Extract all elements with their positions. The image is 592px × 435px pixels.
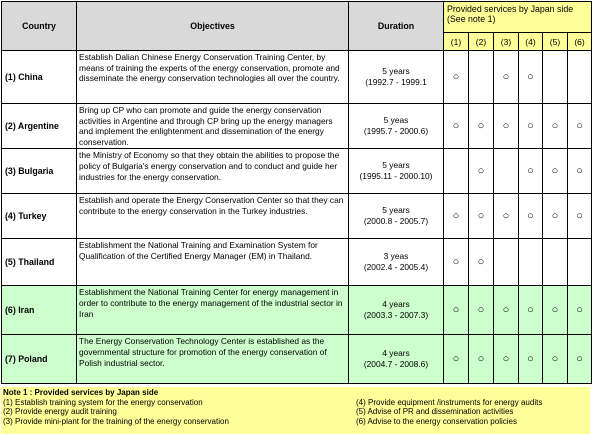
- service-mark: ○: [519, 104, 543, 149]
- note-item: (3) Provide mini-plant for the training of the energy conservation: [3, 416, 229, 426]
- service-mark: [444, 149, 469, 194]
- table-row: [2, 104, 592, 149]
- service-number-1: (1): [444, 33, 469, 51]
- duration-cell: [349, 239, 444, 286]
- service-mark: [494, 149, 519, 194]
- duration-years: 5 years: [382, 66, 410, 76]
- service-mark: ○: [444, 104, 469, 149]
- duration-cell: [349, 194, 444, 239]
- objective-cell: The Energy Conservation Technology Center is established as the governmental structure for promotion of the energy conservation of Polish industrial sector.: [77, 335, 349, 384]
- table-row: [2, 239, 592, 286]
- country-cell: (2) Argentine: [2, 104, 77, 149]
- table-row: [2, 194, 592, 239]
- service-mark: ○: [519, 51, 543, 104]
- duration-years: 4 years: [382, 348, 410, 359]
- country-cell: (7) Poland: [2, 335, 77, 384]
- service-mark: [543, 239, 568, 286]
- duration-period: (2000.8 - 2005.7): [363, 216, 429, 227]
- note-item: (1) Establish training system for the energy conservation: [3, 397, 203, 407]
- duration-period: (2002.4 - 2005.4): [363, 262, 429, 273]
- duration-period: (1995.11 - 2000.10): [359, 171, 433, 182]
- duration-period: (2004.7 - 2008.6): [363, 359, 429, 370]
- service-mark: ○: [444, 335, 469, 384]
- service-mark: ○: [568, 104, 592, 149]
- duration-years: 5 years: [382, 160, 410, 171]
- note-left-list: [3, 398, 229, 427]
- service-mark: ○: [519, 149, 543, 194]
- country-cell: (4) Turkey: [2, 194, 77, 239]
- objective-cell: Bring up CP who can promote and guide the energy conservation activities in Argentine and through CP bring up the energy managers and implement the enlightenment and dissemination of the energy conservation.: [77, 104, 349, 149]
- objective-cell: Establish and operate the Energy Conservation Center so that they can contribute to the energy conservation in the Turkey industries.: [77, 194, 349, 239]
- services-header: Provided services by Japan side (See note 1): [444, 2, 592, 33]
- service-mark: ○: [444, 194, 469, 239]
- note-title: Note 1 : Provided services by Japan side: [3, 388, 159, 397]
- objectives-header: Objectives: [77, 2, 349, 51]
- service-mark: ○: [519, 286, 543, 335]
- service-mark: ○: [543, 286, 568, 335]
- service-mark: ○: [469, 335, 494, 384]
- service-mark: [469, 51, 494, 104]
- service-mark: ○: [568, 149, 592, 194]
- service-mark: [494, 239, 519, 286]
- service-number-5: (5): [543, 33, 568, 51]
- service-mark: [543, 51, 568, 104]
- duration-years: 3 yeas: [383, 251, 409, 262]
- service-mark: ○: [543, 104, 568, 149]
- service-mark: ○: [469, 104, 494, 149]
- country-header: Country: [2, 2, 77, 51]
- country-cell: (5) Thailand: [2, 239, 77, 286]
- country-cell: (6) Iran: [2, 286, 77, 335]
- service-mark: ○: [519, 335, 543, 384]
- service-number-6: (6): [568, 33, 592, 51]
- service-mark: ○: [543, 149, 568, 194]
- duration-cell: [349, 335, 444, 384]
- country-cell: (1) China: [2, 51, 77, 104]
- service-mark: ○: [494, 335, 519, 384]
- table-row: [2, 335, 592, 384]
- objective-cell: Establish Dalian Chinese Energy Conservation Training Center, by means of training the experts of the energy conservation, promote and disseminate the energy conservation technologies all over the country.: [77, 51, 349, 104]
- objective-cell: Establishment the National Training Center for energy management in order to contribute to the energy management of the industrial sector in Iran: [77, 286, 349, 335]
- service-number-3: (3): [494, 33, 519, 51]
- note-item: (6) Advise to the energy conservation policies: [356, 416, 517, 426]
- service-mark: [568, 51, 592, 104]
- table-row: [2, 51, 592, 104]
- duration-header: Duration: [349, 2, 444, 51]
- duration-cell: [349, 149, 444, 194]
- note-item: (4) Provide equipment /instruments for energy audits: [356, 397, 543, 407]
- duration-cell: [349, 286, 444, 335]
- service-number-2: (2): [469, 33, 494, 51]
- service-mark: ○: [568, 286, 592, 335]
- note-right-list: [356, 398, 542, 427]
- services-note: [1, 387, 590, 434]
- service-mark: ○: [568, 335, 592, 384]
- service-number-4: (4): [519, 33, 543, 51]
- service-mark: ○: [543, 335, 568, 384]
- objective-cell: the Ministry of Economy so that they obtain the abilities to propose the policy of Bulgaria's energy conservation and to conduct and guide her industries for the energy conservation.: [77, 149, 349, 194]
- duration-cell: [349, 104, 444, 149]
- service-mark: ○: [469, 239, 494, 286]
- service-mark: ○: [469, 149, 494, 194]
- service-mark: ○: [494, 104, 519, 149]
- service-mark: ○: [469, 286, 494, 335]
- service-mark: ○: [444, 239, 469, 286]
- note-item: (2) Provide energy audit training: [3, 407, 117, 416]
- duration-period: (1992.7 - 1999.1: [365, 77, 427, 87]
- service-mark: ○: [494, 51, 519, 104]
- projects-table: [1, 1, 592, 384]
- service-mark: ○: [444, 286, 469, 335]
- duration-years: 5 yeas: [383, 115, 409, 126]
- service-mark: [568, 239, 592, 286]
- country-cell: (3) Bulgaria: [2, 149, 77, 194]
- table-row: [2, 149, 592, 194]
- service-mark: ○: [494, 286, 519, 335]
- service-mark: ○: [568, 194, 592, 239]
- service-mark: ○: [519, 194, 543, 239]
- service-mark: ○: [469, 194, 494, 239]
- note-item: (5) Advise of PR and dissemination activities: [356, 407, 514, 416]
- duration-period: (1995.7 - 2000.6): [363, 126, 429, 137]
- duration-period: (2003.3 - 2007.3): [363, 310, 429, 321]
- service-mark: ○: [444, 51, 469, 104]
- duration-cell: [349, 51, 444, 104]
- table-row: [2, 286, 592, 335]
- service-mark: ○: [543, 194, 568, 239]
- duration-years: 5 years: [382, 205, 410, 216]
- service-mark: [519, 239, 543, 286]
- objective-cell: Establishment the National Training and Examination System for Qualification of the Certified Energy Manager (EM) in Thailand.: [77, 239, 349, 286]
- duration-years: 4 years: [382, 299, 410, 310]
- service-mark: ○: [494, 194, 519, 239]
